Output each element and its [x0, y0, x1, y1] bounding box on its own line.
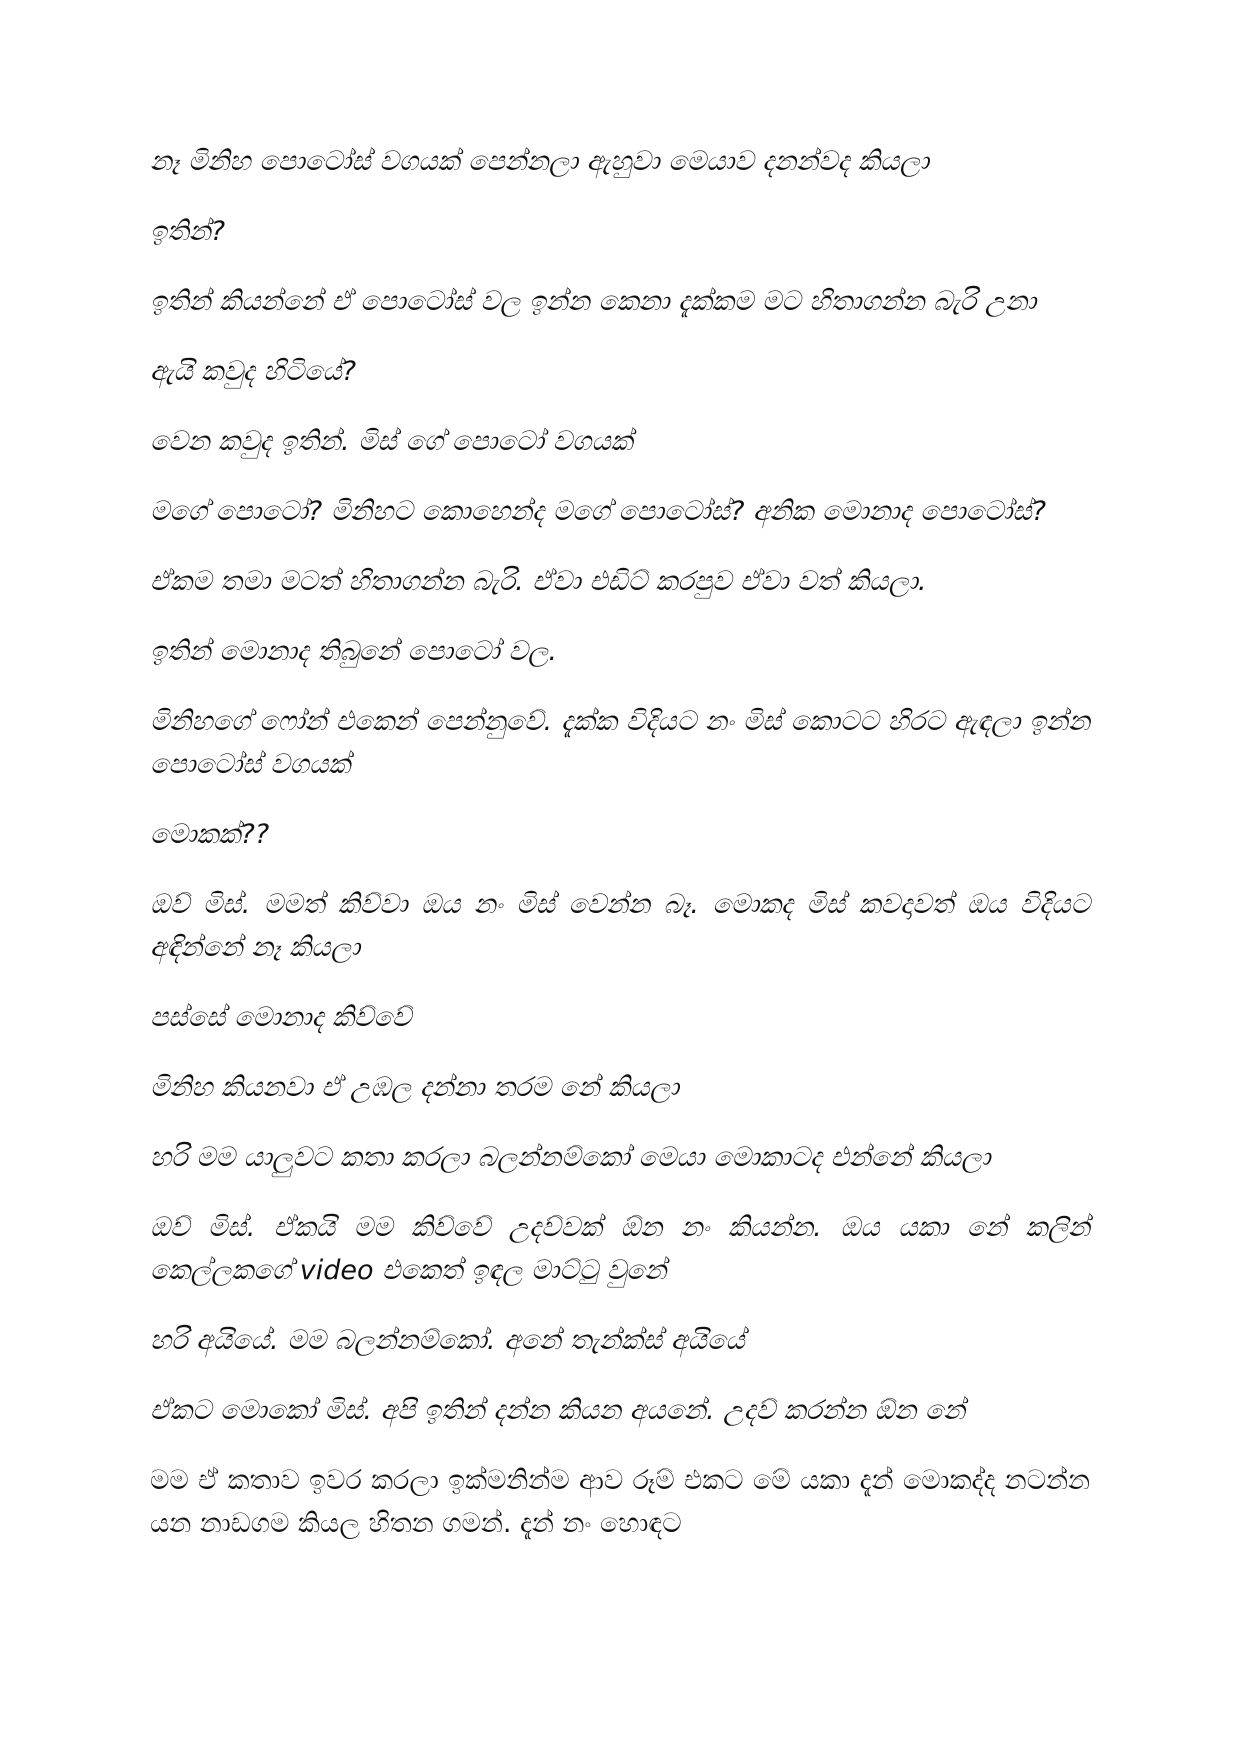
paragraph: ඔව් මිස්. මමත් කිව්වා ඔය නං මිස් වෙන්න බෑ. මොකද මිස් කවදාවත් ඔය විදියට අඳින්නේ නෑ කියලා — [150, 889, 1090, 963]
paragraph: ඉතින් කියන්නේ ඒ පොටෝස් වල ඉන්න කෙනා දැක්කම මට හිතාගන්න බැරි උනා — [150, 286, 1037, 317]
paragraph: හරි අයියේ. මම බලන්නම්කෝ. අනේ තැන්ක්ස් අයියේ — [150, 1325, 745, 1356]
paragraph: ඉතින් මොනාද තිබුනේ පොටෝ වල. — [150, 636, 557, 667]
paragraph: පස්සේ මොනාද කිව්වේ — [150, 1002, 412, 1033]
paragraph: මොකක්?? — [150, 819, 270, 850]
paragraph: ඒකම තමා මටත් හිතාගන්න බැරි. ඒවා එඩිට් කරපුව ඒවා වත් කියලා. — [150, 566, 927, 597]
paragraph: මම ඒ කතාව ඉවර කරලා ඉක්මනින්ම ආව රූම් එකට මේ යකා දැන් මොකද්ද නටන්න යන නාඩගම කියල හිතන ගමන්. දැන් නං හොඳට — [150, 1465, 1090, 1539]
paragraph: වෙන කවුද ඉතින්. මිස් ගේ පොටෝ වගයක් — [150, 426, 633, 457]
paragraph: හරි මම යාලුවට කතා කරලා බලන්නම්කෝ මෙයා මොකාටද එන්නේ කියලා — [150, 1142, 991, 1173]
body-text — [150, 140, 1090, 1572]
paragraph: මිනිහගේ ෆෝන් එකෙන් පෙන්නුවේ. දැක්ක විදියට නං මිස් කොටට හිරට ඇඳලා ඉන්න පොටෝස් වගයක් — [150, 706, 1090, 780]
paragraph: නෑ මිනිහ පොටෝස් වගයක් පෙන්නලා ඇහුවා මෙයාව දනන්වද කියලා — [150, 146, 929, 177]
paragraph: මිනිහ කියනවා ඒ උඹල දන්නා තරම නේ කියලා — [150, 1072, 680, 1103]
paragraph: මගේ පොටෝ? මිනිහට කොහෙන්ද මගේ පොටෝස්? අනික මොනාද පොටෝස්? — [150, 496, 1047, 527]
paragraph: ඒකට මොකෝ මිස්. අපි ඉතින් දන්න කියන අයනේ. උදව් කරන්න ඕන නේ — [150, 1395, 966, 1426]
paragraph: ඇයි කවුද හිටියේ? — [150, 356, 357, 387]
paragraph: ඉතින්? — [150, 216, 226, 247]
paragraph: ඔව් මිස්. ඒකයි මම කිව්වේ උදව්වක් ඕන නං කියන්න. ඔය යකා නේ කලින් කෙල්ලකගේ video එකෙත් ඉඳල මාට්ටු වුනේ — [150, 1212, 1090, 1286]
